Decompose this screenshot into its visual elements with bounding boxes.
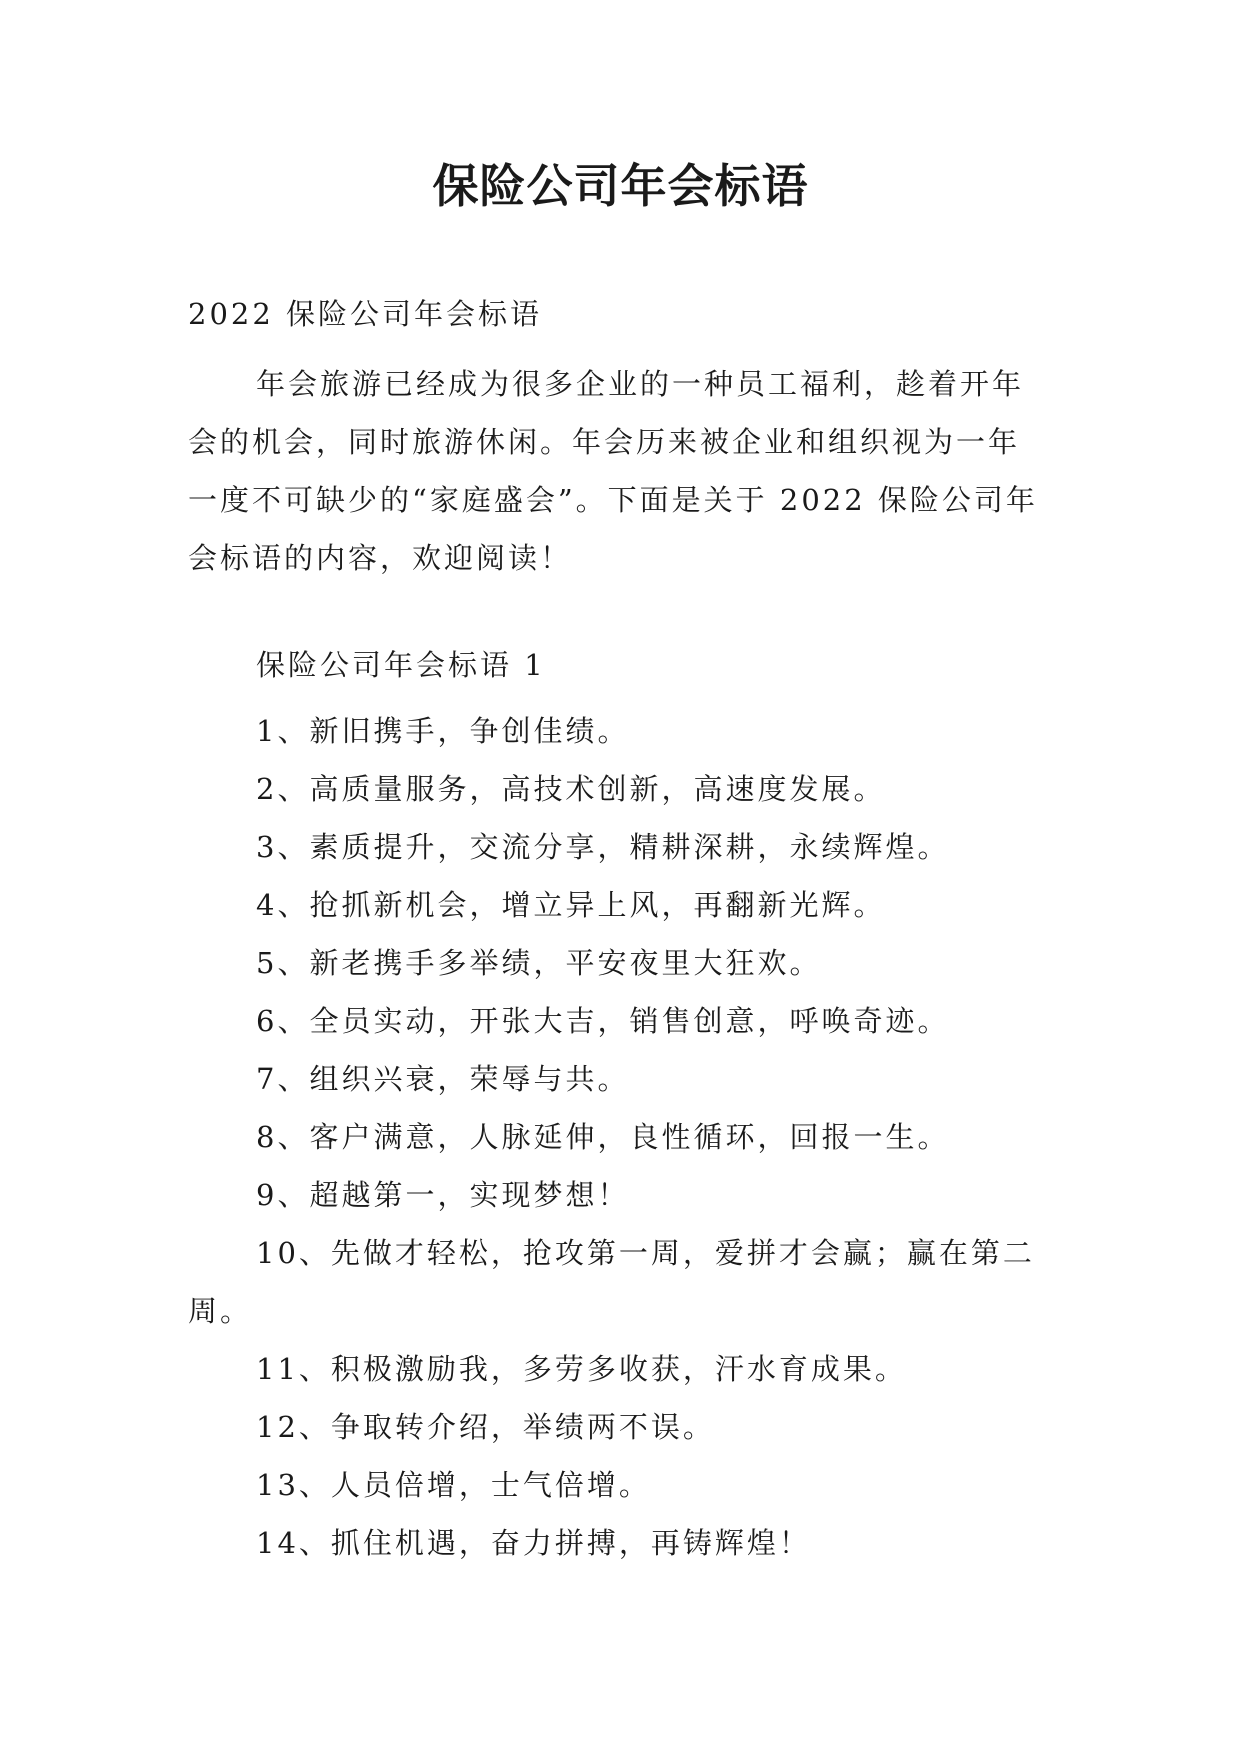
intro-line: 年会旅游已经成为很多企业的一种员工福利，趁着开年	[256, 367, 1025, 401]
intro-line: 会的机会，同时旅游休闲。年会历来被企业和组织视为一年	[188, 425, 1021, 459]
section-heading: 保险公司年会标语 1	[256, 648, 546, 682]
slogan-list	[188, 702, 1058, 1572]
intro-line: 会标语的内容，欢迎阅读！	[188, 541, 573, 575]
list-item: 6、全员实动，开张大吉，销售创意，呼唤奇迹。	[256, 1004, 950, 1038]
list-item: 8、客户满意，人脉延伸，良性循环，回报一生。	[256, 1120, 950, 1154]
list-item: 11、积极激励我，多劳多收获，汗水育成果。	[256, 1352, 907, 1386]
list-item: 14、抓住机遇，奋力拼搏，再铸辉煌！	[256, 1526, 811, 1560]
list-item: 1、新旧携手，争创佳绩。	[256, 714, 630, 748]
list-item: 2、高质量服务，高技术创新，高速度发展。	[256, 772, 886, 806]
list-item: 3、素质提升，交流分享，精耕深耕，永续辉煌。	[256, 830, 950, 864]
intro-paragraph	[188, 355, 1058, 587]
list-item-continuation: 周。	[188, 1294, 253, 1328]
list-item: 7、组织兴衰，荣辱与共。	[256, 1062, 630, 1096]
list-item: 4、抢抓新机会，增立异上风，再翻新光辉。	[256, 888, 886, 922]
list-item: 10、先做才轻松，抢攻第一周，爱拼才会赢；赢在第二	[256, 1236, 1035, 1270]
list-item: 13、人员倍增，士气倍增。	[256, 1468, 651, 1502]
list-item: 5、新老携手多举绩，平安夜里大狂欢。	[256, 946, 822, 980]
list-item: 12、争取转介绍，举绩两不误。	[256, 1410, 715, 1444]
page-title: 保险公司年会标语	[432, 159, 809, 213]
list-item: 9、超越第一，实现梦想！	[256, 1178, 630, 1212]
document-subtitle: 2022 保险公司年会标语	[188, 297, 543, 331]
intro-line: 一度不可缺少的“家庭盛会”。下面是关于 2022 保险公司年	[188, 483, 1038, 517]
